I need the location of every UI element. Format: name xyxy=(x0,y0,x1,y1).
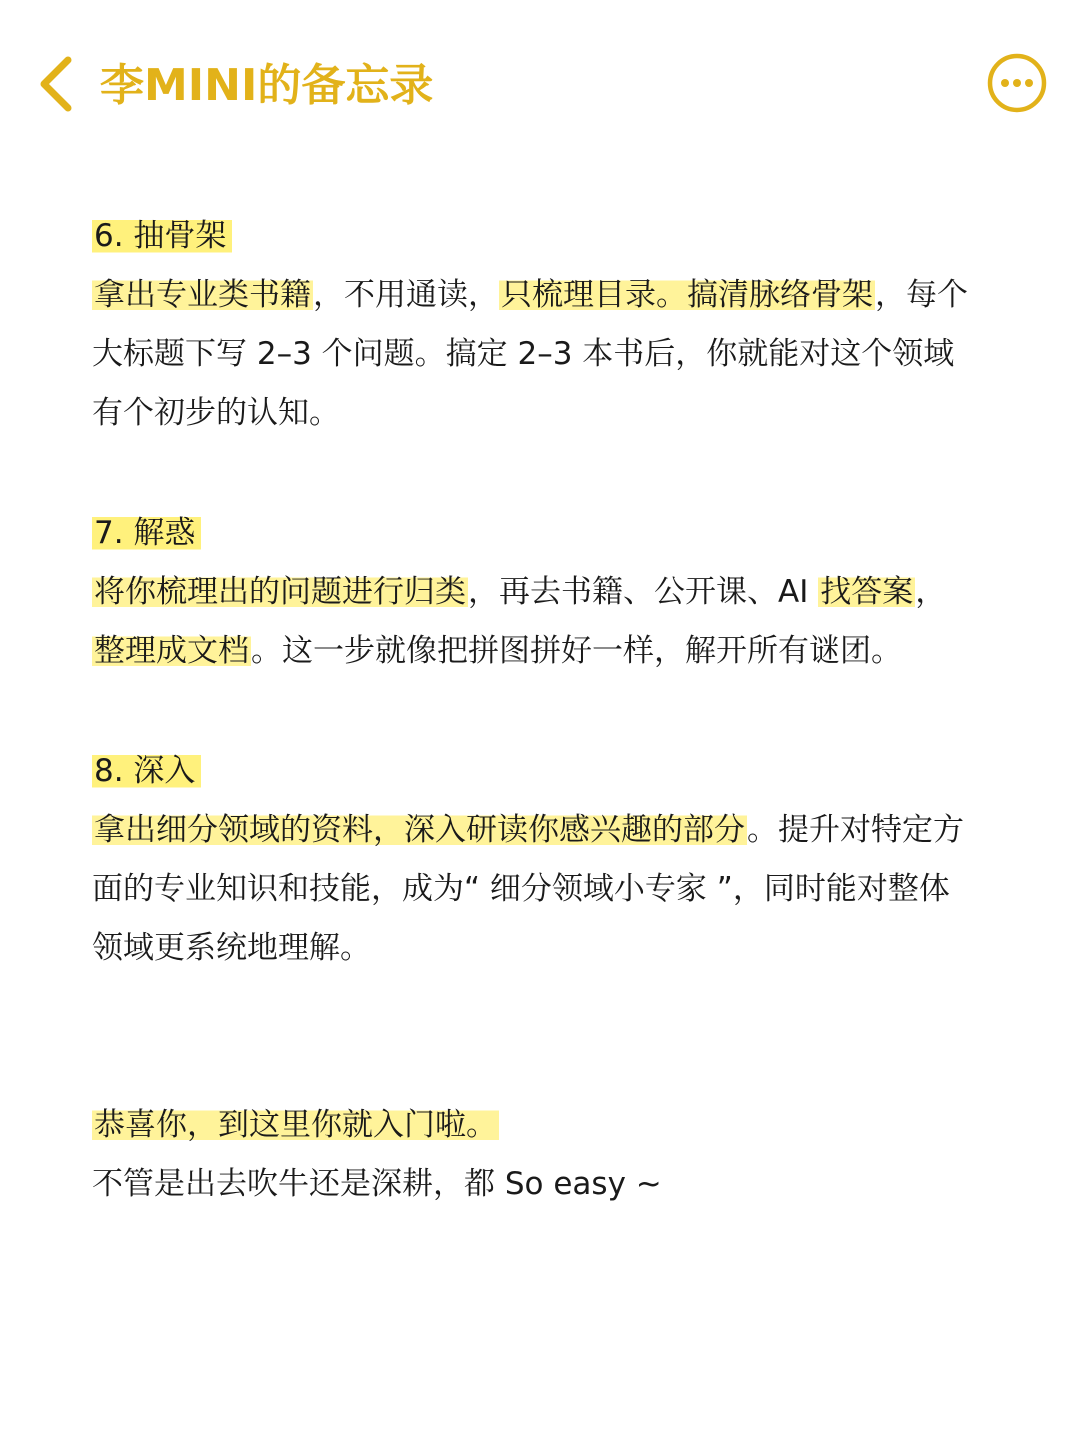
section-6 xyxy=(92,206,992,443)
paragraph-text: ，不用通读， xyxy=(313,277,499,313)
closing-section xyxy=(92,1096,992,1214)
section-paragraph xyxy=(92,801,972,978)
section-heading: 7. 解惑 xyxy=(92,503,992,563)
section-paragraph xyxy=(92,563,972,681)
paragraph-text: 。这一步就像把拼图拼好一样，解开所有谜团。 xyxy=(251,633,902,669)
highlighted-text: 将你梳理出的问题进行归类 xyxy=(94,574,466,610)
highlighted-text: 整理成文档 xyxy=(94,633,249,669)
paragraph-text: ，再去书籍、公开课、AI xyxy=(468,574,819,610)
paragraph-text: ， xyxy=(915,574,947,610)
section-heading: 8. 深入 xyxy=(92,741,992,801)
section-7 xyxy=(92,503,992,681)
top-bar xyxy=(0,0,1080,170)
chevron-left-icon xyxy=(34,52,94,116)
page-title: 李MINI的备忘录 xyxy=(100,60,434,111)
closing-line-1: 恭喜你，到这里你就入门啦。 xyxy=(94,1107,497,1143)
more-options-button[interactable] xyxy=(986,52,1048,114)
section-heading: 6. 抽骨架 xyxy=(92,206,992,266)
section-paragraph xyxy=(92,266,972,443)
paragraph-text: 。提升对特定方面的专业知识和技能，成为“ 细分领域小专家 ”，同时能对整体领域更系统地理解。 xyxy=(92,812,964,966)
note-body xyxy=(92,206,992,1214)
paragraph-text: ，每个大标题下写 2–3 个问题。搞定 2–3 本书后，你就能对这个领域有个初步的认知。 xyxy=(92,277,968,431)
highlighted-text: 拿出专业类书籍 xyxy=(94,277,311,313)
section-8 xyxy=(92,741,992,978)
highlighted-text: 拿出细分领域的资料，深入研读你感兴趣的部分 xyxy=(94,812,745,848)
more-horizontal-circle-icon xyxy=(986,99,1048,118)
highlighted-text: 只梳理目录。搞清脉络骨架 xyxy=(501,277,873,313)
closing-line-2: 不管是出去吹牛还是深耕，都 So easy ~ xyxy=(92,1166,662,1202)
back-button[interactable] xyxy=(34,52,94,116)
highlighted-text: 找答案 xyxy=(820,574,914,610)
